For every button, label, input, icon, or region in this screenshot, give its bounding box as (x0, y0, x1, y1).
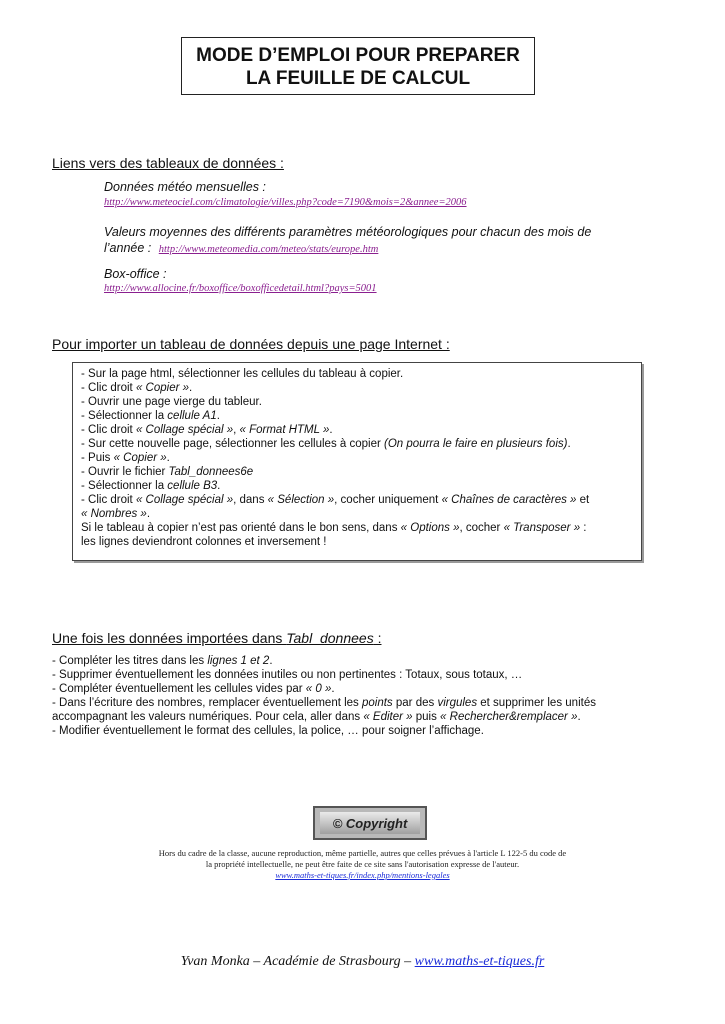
line-text: - Compléter éventuellement les cellules vides par (52, 683, 306, 695)
step-command: « Chaînes de caractères » (441, 494, 577, 506)
after-import-heading (52, 630, 381, 646)
line-emph: virgules (437, 697, 478, 709)
source-label-box-office: Box-office : (104, 267, 167, 281)
line-emph: « Editer » (363, 711, 413, 723)
step-text: . (329, 424, 333, 436)
footer-site-link[interactable]: www.maths-et-tiques.fr (414, 954, 545, 969)
step-6 (81, 437, 571, 451)
step-1 (81, 367, 403, 381)
step-4 (81, 409, 220, 423)
step-note: (On pourra le faire en plusieurs fois) (384, 438, 568, 450)
title-line-1: MODE D’EMPLOI POUR PREPARER (196, 45, 520, 66)
line-text: . (269, 655, 273, 667)
step-command: « Nombres » (81, 508, 147, 520)
step-text: - Sélectionner la (81, 480, 168, 492)
after-line-1 (52, 655, 273, 667)
step-cell: cellule A1 (167, 410, 217, 422)
footer-author: Yvan Monka – Académie de Strasbourg – (180, 954, 415, 969)
line-text: - Modifier éventuellement le format des cellules, la police, … pour soigner l’affichage. (52, 725, 484, 737)
source-label-year: l’année : (104, 241, 152, 255)
line-text: . (331, 683, 335, 695)
footer (0, 954, 725, 970)
step-command: « Sélection » (267, 494, 335, 506)
step-cell: cellule B3 (167, 480, 218, 492)
line-text: - Dans l’écriture des nombres, remplacer éventuellement les (52, 697, 362, 709)
links-heading: Liens vers des tableaux de données : (52, 155, 284, 171)
line-text: et supprimer les unités (477, 697, 596, 709)
after-line-4 (52, 697, 596, 709)
step-text: et (576, 494, 590, 506)
step-7 (81, 451, 170, 465)
step-command: « Copier » (135, 382, 190, 394)
step-text: . (146, 508, 151, 520)
link-meteociel[interactable]: http://www.meteociel.com/climatologie/villes.php?code=7190&mois=2&annee=2006 (104, 197, 467, 208)
step-8 (81, 465, 253, 479)
import-steps-box (72, 362, 642, 561)
step-text: , (233, 424, 240, 436)
line-emph: « Rechercher&remplacer » (440, 711, 578, 723)
step-text: . (189, 382, 193, 394)
source-label-meteo-averages-line2 (104, 241, 378, 255)
after-line-3 (52, 683, 335, 695)
copyright-label: © Copyright (320, 812, 420, 834)
heading-file: Tabl_donnees (286, 630, 374, 646)
line-text: puis (412, 711, 441, 723)
line-text: - Supprimer éventuellement les données inutiles ou non pertinentes : Totaux, sous totaux, … (52, 669, 523, 681)
step-command: « Options » (400, 522, 460, 534)
line-emph: « 0 » (305, 683, 332, 695)
after-line-6 (52, 725, 484, 737)
import-heading: Pour importer un tableau de données depuis une page Internet : (52, 336, 450, 352)
legal-link[interactable]: www.maths-et-tiques.fr/index.php/mentions-legales (275, 870, 450, 880)
step-command: « Collage spécial » (135, 494, 234, 506)
step-text: , dans (233, 494, 268, 506)
step-3 (81, 395, 262, 409)
step-text: , cocher uniquement (334, 494, 442, 506)
step-text: - Sur la page html, sélectionner les cellules du tableau à copier. (81, 368, 404, 380)
heading-text: Une fois les données importées dans (52, 630, 287, 646)
step-command: « Copier » (113, 452, 167, 464)
step-text: . (217, 480, 221, 492)
step-text: - Puis (81, 452, 114, 464)
source-label-meteo-monthly: Données météo mensuelles : (104, 180, 266, 194)
step-5 (81, 423, 333, 437)
line-text: par des (392, 697, 438, 709)
step-text: - Sélectionner la (81, 410, 168, 422)
step-text: - Clic droit (81, 424, 136, 436)
copyright-badge (313, 806, 427, 840)
step-10 (81, 493, 589, 507)
step-file: Tabl_donnees6e (168, 466, 254, 478)
title-box (181, 37, 535, 95)
step-9 (81, 479, 220, 493)
step-text: Si le tableau à copier n’est pas orienté dans le bon sens, dans (81, 522, 401, 534)
legal-link-row (0, 870, 725, 880)
after-line-2 (52, 669, 522, 681)
line-emph: lignes 1 et 2 (207, 655, 270, 667)
line-text: - Compléter les titres dans les (52, 655, 208, 667)
heading-text: : (373, 630, 382, 646)
title-line-2: LA FEUILLE DE CALCUL (245, 68, 471, 89)
copyright-notice-line-2: la propriété intellectuelle, ne peut être faite de ce site sans l'autorisation expresse de l'auteur. (205, 859, 520, 869)
step-text: - Sur cette nouvelle page, sélectionner les cellules à copier (81, 438, 385, 450)
step-text: les lignes deviendront colonnes et inversement ! (81, 536, 327, 548)
step-note-2 (81, 535, 326, 549)
step-text: , cocher (459, 522, 504, 534)
step-note-1 (81, 521, 586, 535)
step-text: - Ouvrir une page vierge du tableur. (81, 396, 262, 408)
step-command: « Transposer » (503, 522, 581, 534)
line-text: accompagnant les valeurs numériques. Pour cela, aller dans (52, 711, 364, 723)
step-text: - Ouvrir le fichier (81, 466, 169, 478)
step-text: : (580, 522, 587, 534)
step-command: « Collage spécial » (135, 424, 234, 436)
copyright-notice-line-1: Hors du cadre de la classe, aucune reproduction, même partielle, autres que celles prévues à l'article L 122-5 du code de (158, 848, 567, 858)
step-text: . (567, 438, 571, 450)
step-text: . (216, 410, 220, 422)
step-text: - Clic droit (81, 382, 136, 394)
step-command: « Format HTML » (239, 424, 330, 436)
link-meteomedia[interactable]: http://www.meteomedia.com/meteo/stats/europe.htm (158, 244, 379, 255)
step-10-cont (81, 507, 150, 521)
line-text: . (577, 711, 581, 723)
source-label-meteo-averages: Valeurs moyennes des différents paramètres météorologiques pour chacun des mois de (104, 225, 592, 239)
step-2 (81, 381, 192, 395)
step-text: . (166, 452, 170, 464)
step-text: - Clic droit (81, 494, 136, 506)
line-emph: points (362, 697, 393, 709)
after-line-5 (52, 711, 581, 723)
link-allocine[interactable]: http://www.allocine.fr/boxoffice/boxofficedetail.html?pays=5001 (104, 283, 377, 294)
